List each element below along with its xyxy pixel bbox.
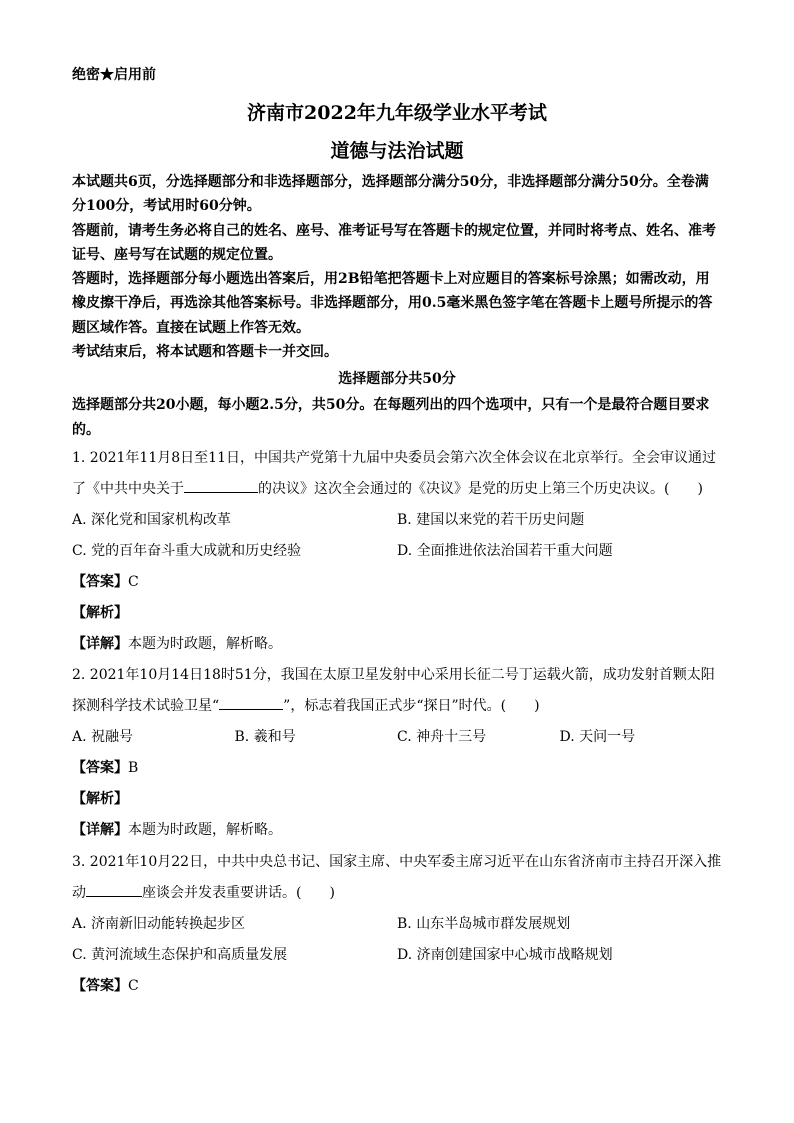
instruction-item: 考试结束后，将本试题和答题卡一并交回。 xyxy=(72,344,338,361)
option-c: C. 神舟十三号 xyxy=(397,729,487,745)
option-b: B. 山东半岛城市群发展规划 xyxy=(397,916,571,932)
detail-line: 【详解】本题为时政题，解析略。 xyxy=(72,636,282,652)
section-heading: 选择题部分共50分 xyxy=(338,371,456,387)
option-c: C. 党的百年奋斗重大成就和历史经验 xyxy=(72,543,302,559)
option-d: D. 天问一号 xyxy=(559,729,636,745)
option-list xyxy=(72,722,722,753)
section-description: 选择题部分共20小题，每小题2.5分，共50分。在每题列出的四个选项中，只有一个是最符合题目要求的。 xyxy=(72,397,710,438)
option-a: A. 济南新旧动能转换起步区 xyxy=(72,916,246,932)
question-1 xyxy=(72,443,722,660)
option-a: A. 祝融号 xyxy=(72,729,134,745)
answer-line: 【答案】C xyxy=(72,574,139,590)
instruction-item: 本试题共6页，分选择题部分和非选择题部分，选择题部分满分50分，非选择题部分满分50分。全卷满分100分，考试用时60分钟。 xyxy=(72,174,709,215)
exam-instructions xyxy=(72,170,722,364)
option-a: A. 深化党和国家机构改革 xyxy=(72,512,232,528)
option-d: D. 全面推进依法治国若干重大问题 xyxy=(397,543,613,559)
answer-value: B xyxy=(128,760,139,776)
question-3 xyxy=(72,847,722,1002)
answer-blank xyxy=(184,477,258,493)
answer-value: C xyxy=(128,978,139,994)
analysis-line: 【解析】 xyxy=(72,791,128,807)
exam-title: 济南市2022年九年级学业水平考试 xyxy=(247,102,547,124)
option-list xyxy=(72,505,722,567)
question-stem: 2. 2021年10月14日18时51分，我国在太原卫星发射中心采用长征二号丁运载火箭，成功发射首颗太阳探测科学技术试验卫星“ ”，标志着我国正式步“探日”时代。( ) xyxy=(72,667,715,714)
answer-blank xyxy=(219,694,283,710)
option-list xyxy=(72,909,722,971)
question-2 xyxy=(72,660,722,846)
option-b: B. 建国以来党的若干历史问题 xyxy=(397,512,585,528)
question-stem: 1. 2021年11月8日至11日，中国共产党第十九届中央委员会第六次全体会议在北京举行。全会审议通过了《中共中央关于 的决议》这次全会通过的《决议》是党的历史上第三个历史决议。( ) xyxy=(72,450,716,497)
exam-subtitle: 道德与法治试题 xyxy=(330,140,464,162)
option-c: C. 黄河流域生态保护和高质量发展 xyxy=(72,947,288,963)
analysis-line: 【解析】 xyxy=(72,605,128,621)
option-b: B. 羲和号 xyxy=(234,729,296,745)
answer-blank xyxy=(86,881,142,897)
secret-label: 绝密★启用前 xyxy=(72,67,156,83)
detail-line: 【详解】本题为时政题，解析略。 xyxy=(72,822,282,838)
instruction-item: 答题时，选择题部分每小题选出答案后，用2B铅笔把答题卡上对应题目的答案标号涂黑；如需改动，用橡皮擦干净后，再选涂其他答案标号。非选择题部分，用0.5毫米黑色签字笔在答题卡上题号所提示的答题区域作答。直接在试题上作答无效。 xyxy=(72,271,713,336)
question-stem: 3. 2021年10月22日，中共中央总书记、国家主席、中央军委主席习近平在山东省济南市主持召开深入推动 座谈会并发表重要讲话。( ) xyxy=(72,854,722,901)
instruction-item: 答题前，请考生务必将自己的姓名、座号、准考证号写在答题卡的规定位置，并同时将考点、姓名、准考证号、座号写在试题的规定位置。 xyxy=(72,222,716,263)
answer-line: 【答案】C xyxy=(72,978,139,994)
answer-value: C xyxy=(128,574,139,590)
answer-line: 【答案】B xyxy=(72,760,139,776)
option-d: D. 济南创建国家中心城市战略规划 xyxy=(397,947,613,963)
